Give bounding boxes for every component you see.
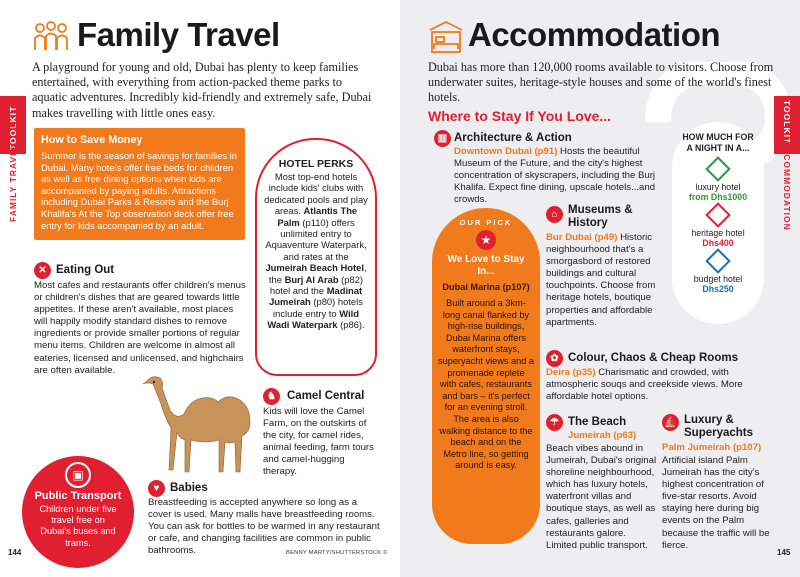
- our-pick-loc: Dubai Marina (p107): [442, 282, 530, 292]
- museums-loc: Bur Dubai (p49): [546, 232, 618, 243]
- family-intro: A playground for young and old, Dubai has plenty to keep families entertained, with everything from action-packed theme parks to aquatic adventures. Incredibly kid-friendly and extremely safe, Dubai makes travelling with little ones easy.: [32, 60, 372, 120]
- save-money-text: Summer is the season of savings for families in Dubai. Many hotels offer free beds for children as well as free dining options when kids are accompanied by paying adults. Attractions including Dubai Parks & Resorts and the Burj Khalifa's At the Top observation deck offer free entry for kids accompanied by an adult.: [41, 150, 237, 231]
- colour-title: Colour, Chaos & Cheap Rooms: [568, 352, 738, 364]
- colour-loc: Deira (p35): [546, 367, 596, 378]
- baby-bottle-icon: ♥: [148, 480, 165, 497]
- save-money-box: [34, 128, 245, 240]
- hotel-perks-text: [263, 171, 369, 331]
- night-price-box: [672, 122, 764, 324]
- museums-text: [546, 232, 670, 329]
- hotel-perks-p3: , the: [268, 262, 367, 285]
- night-price-item: [672, 206, 764, 248]
- page-number-left: 144: [8, 548, 22, 557]
- colour-text: [546, 367, 776, 403]
- museum-icon: ⌂: [546, 206, 563, 223]
- heritage-hotel-label: heritage hotel: [691, 228, 745, 238]
- camel-central-title: Camel Central: [287, 390, 365, 402]
- yacht-icon: ⛵: [662, 414, 679, 431]
- page-number-right: 145: [777, 548, 791, 557]
- family-icon: [32, 18, 70, 56]
- right-edge-section: ACCOMMODATION: [782, 140, 792, 231]
- right-edge-toolkit: TOOLKIT: [782, 100, 792, 145]
- museums-desc: Historic neighbourhood that's a smorgasbord of restored buildings and cultural touchpoints. Choose from heritage hotels, boutique properties and affordable apartments.: [546, 232, 656, 328]
- burj-al-arab: Burj Al Arab: [284, 273, 339, 285]
- beach-loc: Jumeirah (p63): [568, 430, 637, 441]
- budget-hotel-label: budget hotel: [693, 274, 743, 284]
- night-price-item: [672, 252, 764, 294]
- bus-icon: ▣: [65, 462, 91, 488]
- camel-central-text: Kids will love the Camel Farm, on the outskirts of the city, for camel rides, animal feeding, farm tours and camel-hugging therapy.: [263, 406, 374, 478]
- architecture-loc: Downtown Dubai (p91): [454, 146, 558, 157]
- night-price-title: HOW MUCH FOR A NIGHT IN A...: [682, 132, 754, 153]
- night-price-item: [672, 160, 764, 202]
- left-edge-toolkit: TOOLKIT: [8, 105, 18, 150]
- night-price-list: [672, 160, 764, 294]
- save-money-title: How to Save Money: [41, 134, 143, 146]
- building-icon: ▥: [434, 130, 451, 147]
- beach-text: Beach vibes abound in Jumeirah, Dubai's original shoreline neighbourhood, which has luxury hotels, waterfront villas and boutique stays, as well as cafes, galleries and restaurants galore. Limited public transport.: [546, 443, 657, 551]
- public-transport-title: Public Transport: [34, 490, 122, 502]
- hotel-perks-p4: (p82) hotel and the: [269, 273, 364, 297]
- jumeirah-beach-hotel: Jumeirah Beach Hotel: [265, 262, 364, 274]
- hotel-perks-p2: (p110) offers unlimited entry to Aquaventure Waterpark, and rates at the: [265, 216, 367, 262]
- page-title-family-travel: Family Travel: [77, 16, 280, 53]
- star-icon: ★: [476, 230, 496, 250]
- beach-title: The Beach: [568, 416, 627, 428]
- our-pick-text: Built around a 3km-long canal flanked by high-rise buildings, Dubai Marina offers waterfront stays, superyacht views and a promenade replete with cafes, restaurants and bars – it's perfect for an evening stroll. The area is also walking distance to the beach and on the Metro line, so getting around is easy.: [438, 298, 535, 471]
- luxury-loc: Palm Jumeirah (p107): [662, 442, 762, 453]
- colour-desc: Charismatic and crowded, with atmospheric souqs and creekside views. More affordable hotel options.: [546, 367, 743, 403]
- luxury-hotel-icon: [705, 156, 730, 181]
- heritage-hotel-price: Dhs400: [702, 238, 734, 248]
- babies-text: Breastfeeding is accepted anywhere so long as a cover is used. Many malls have breastfeeding rooms. You can ask for bottles to be warmed in any restaurant or cafe, and changing facilities are common in public bathrooms.: [148, 497, 380, 557]
- spices-icon: ✿: [546, 350, 563, 367]
- hotel-perks-p6: (p86).: [337, 319, 365, 331]
- hotel-perks-p5: (p80) hotels include entry to: [273, 296, 363, 319]
- budget-hotel-icon: [705, 248, 730, 273]
- museums-title: Museums & History: [568, 204, 633, 229]
- luxury-title: Luxury & Superyachts: [684, 414, 754, 439]
- eating-out-title: Eating Out: [56, 264, 115, 276]
- fork-knife-icon: ✕: [34, 262, 51, 279]
- accommodation-intro: Dubai has more than 120,000 rooms available to visitors. Choose from underwater suites, heritage-style houses and some of the world's finest hotels.: [428, 60, 774, 105]
- camel-icon: ♞: [263, 388, 280, 405]
- beach-umbrella-icon: ☂: [546, 414, 563, 431]
- photo-credit: BENNY MARTY/SHUTTERSTOCK ©: [286, 550, 388, 556]
- camel-image: [140, 372, 258, 480]
- public-transport-circle: [22, 456, 134, 568]
- babies-title: Babies: [170, 482, 208, 494]
- our-pick-heading: We Love to Stay In...: [447, 254, 525, 277]
- bed-icon: [428, 20, 464, 54]
- our-pick-capsule: [432, 208, 540, 544]
- hotel-perks-p1: Most top-end hotels include kids' clubs with dedicated pools and play areas.: [264, 171, 368, 217]
- where-to-stay-title: Where to Stay If You Love...: [428, 108, 612, 124]
- madinat-jumeirah: Madinat Jumeirah: [269, 285, 363, 308]
- budget-hotel-price: Dhs250: [702, 284, 734, 294]
- atlantis-link: Atlantis The Palm: [277, 205, 358, 228]
- wild-wadi: Wild Wadi Waterpark: [267, 307, 359, 331]
- hotel-perks-title: HOTEL PERKS: [278, 158, 354, 170]
- our-pick-label: OUR PICK: [459, 218, 513, 227]
- eating-out-text: Most cafes and restaurants offer children's menus or children's dishes that are geared towards little appetites. If these aren't available, most places will happily modify standard dishes to remove ingredients or provide smaller portions of regular menu items. Children are welcome in almost all eateries, licensed and unlicensed, and highchairs are often available.: [34, 280, 246, 376]
- luxury-text: Artificial island Palm Jumeirah has the city's highest concentration of five-star resorts. Avoid staying here during big events on the Palm because the traffic will be fierce.: [662, 455, 770, 551]
- luxury-hotel-price: from Dhs1000: [688, 192, 748, 202]
- architecture-desc: Hosts the beautiful Museum of the Future, and the city's highest concentration of skyscrapers, including the Burj Khalifa. Expect fine dining, upscale hotels...and crowds.: [454, 146, 656, 206]
- page-title-accommodation: Accommodation: [468, 16, 721, 53]
- hotel-perks-box: [255, 138, 377, 376]
- heritage-hotel-icon: [705, 202, 730, 227]
- architecture-text: [454, 146, 660, 206]
- left-edge-section: FAMILY TRAVEL: [8, 143, 18, 222]
- architecture-title: Architecture & Action: [454, 132, 572, 144]
- public-transport-text: Children under five travel free on Dubai's buses and trams.: [39, 504, 117, 548]
- right-page: [400, 0, 800, 577]
- luxury-hotel-label: luxury hotel: [695, 182, 741, 192]
